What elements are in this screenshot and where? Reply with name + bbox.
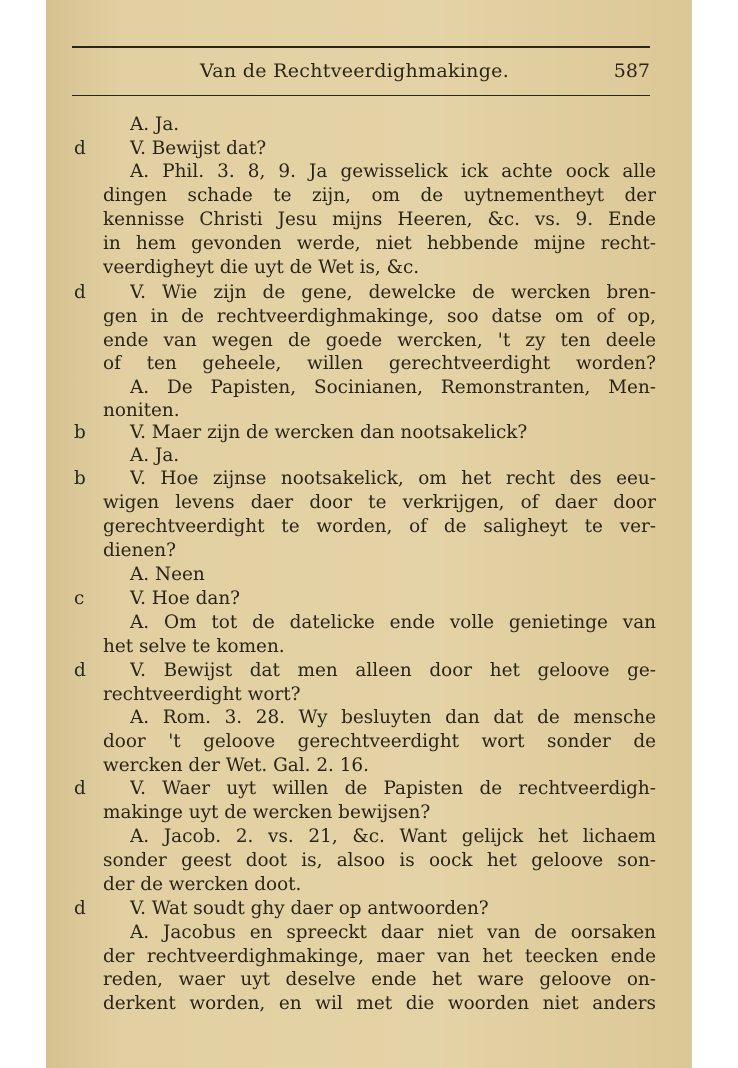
- header-rule-top: [72, 46, 650, 48]
- running-header-title: Van de Rechtveerdighmakinge.: [200, 60, 510, 82]
- text-line: reden, waer uyt deselve ende het ware geloove on-: [103, 969, 656, 990]
- text-line: V. Hoe dan?: [130, 588, 241, 609]
- text-line: V. Hoe zijnse nootsakelick, om het recht des eeu-: [130, 468, 656, 489]
- text-line: A. Om tot de datelicke ende volle genietinge van: [130, 612, 656, 633]
- text-line: wigen levens daer door te verkrijgen, of daer door: [103, 492, 656, 513]
- text-line: wercken der Wet. Gal. 2. 16.: [103, 755, 369, 776]
- margin-marker: b: [74, 422, 86, 443]
- text-line: of ten geheele, willen gerechtveerdight worden?: [103, 353, 656, 374]
- text-line: V. Waer uyt willen de Papisten de rechtveerdigh-: [130, 778, 656, 799]
- text-line: sonder geest doot is, alsoo is oock het geloove son-: [103, 850, 656, 871]
- page-number: 587: [613, 60, 650, 82]
- margin-marker: d: [74, 138, 86, 159]
- text-line: noniten.: [103, 400, 180, 421]
- text-line: door 't geloove gerechtveerdight wort sonder de: [103, 731, 656, 752]
- text-line: A. Phil. 3. 8, 9. Ja gewisselick ick achte oock alle: [130, 161, 656, 182]
- text-line: derkent worden, en wil met die woorden niet anders: [103, 993, 656, 1014]
- text-line: veerdigheyt die uyt de Wet is, &c.: [103, 257, 420, 278]
- text-line: gen in de rechtveerdighmakinge, soo datse om of op,: [103, 306, 656, 327]
- text-line: V. Bewijst dat men alleen door het geloove ge-: [130, 660, 656, 681]
- margin-marker: d: [74, 778, 86, 799]
- text-line: A. Rom. 3. 28. Wy besluyten dan dat de mensche: [130, 707, 656, 728]
- margin-marker: d: [74, 282, 86, 303]
- text-line: ende van wegen de goede wercken, 't zy ten deele: [103, 330, 656, 351]
- text-line: V. Wat soudt ghy daer op antwoorden?: [130, 898, 489, 919]
- text-line: der rechtveerdighmakinge, maer van het teecken ende: [103, 946, 656, 967]
- text-line: in hem gevonden werde, niet hebbende mijne recht-: [103, 233, 656, 254]
- margin-marker: c: [74, 588, 85, 609]
- text-line: A. Ja.: [130, 114, 180, 135]
- text-line: het selve te komen.: [103, 636, 285, 657]
- margin-marker: d: [74, 898, 86, 919]
- text-line: V. Bewijst dat?: [130, 138, 267, 159]
- text-line: dienen?: [103, 540, 176, 561]
- text-line: A. De Papisten, Socinianen, Remonstranten, Men-: [130, 377, 656, 398]
- text-line: gerechtveerdight te worden, of de saligheyt te ver-: [103, 516, 656, 537]
- text-line: V. Maer zijn de wercken dan nootsakelick?: [130, 422, 528, 443]
- text-line: rechtveerdight wort?: [103, 684, 301, 705]
- text-line: A. Jacob. 2. vs. 21, &c. Want gelijck het lichaem: [130, 826, 656, 847]
- text-line: dingen schade te zijn, om de uytnementheyt der: [103, 185, 656, 206]
- text-line: A. Ja.: [130, 445, 180, 466]
- header-rule-bottom: [72, 95, 650, 96]
- text-line: A. Neen: [130, 564, 205, 585]
- margin-marker: b: [74, 468, 86, 489]
- text-line: makinge uyt de wercken bewijsen?: [103, 802, 431, 823]
- text-line: der de wercken doot.: [103, 874, 302, 895]
- text-line: V. Wie zijn de gene, dewelcke de wercken bren-: [130, 282, 656, 303]
- margin-marker: d: [74, 660, 86, 681]
- text-line: A. Jacobus en spreeckt daar niet van de oorsaken: [130, 922, 656, 943]
- text-line: kennisse Christi Jesu mijns Heeren, &c. vs. 9. Ende: [103, 209, 656, 230]
